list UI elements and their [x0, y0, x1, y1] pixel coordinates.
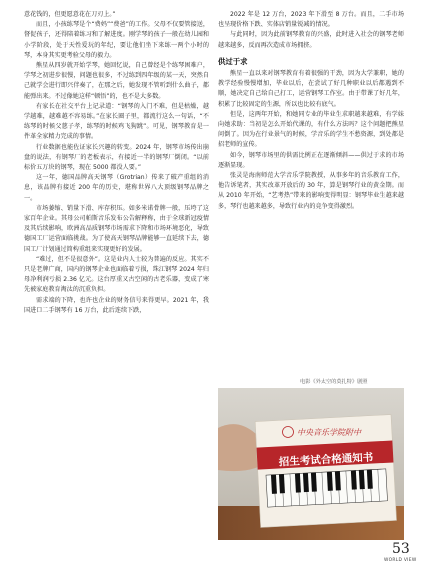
- photo-caption: 电影《外太空的莫扎特》剧照: [300, 379, 368, 385]
- magazine-name: WORLD VIEW: [384, 558, 417, 563]
- paragraph: 但是，这两年开始，和她同专业的毕业生求职越来越难，有学妹向她求助：当初是怎么开始代课的，有什么方法吗？这个问题把熊星问倒了。因为在行业景气的时候，学音乐的学生不愁资源，到处都是招老师的宣传。: [218, 110, 404, 149]
- paragraph: 熊星从四岁就开始学琴，她回忆说，自己曾经是个练琴困难户，学琴之初进步很慢，问题也很多，不过练到四年级的某一天，突然自己就学会进行即兴伴奏了，在那之后，她发现不管听到什么曲子，都能弹出来。不过像她这样“顿悟”的，也不是大多数。: [24, 62, 209, 100]
- paragraph: “难过，但不是很意外”。这是业内人士较为普遍的反应。其实不只是老牌广商，国内的钢琴企业也面临着亏损，珠江钢琴 2024 年归母净利润亏损 2.36 亿元。这台厚重又古空闲的古老乐器，变成了寒先被家庭教育淘汰的沉重负担。: [24, 255, 209, 294]
- school-name: 中央音乐学院附中: [297, 428, 361, 437]
- paragraph: 而且，小孩练琴是个“费妈”“费爸”的工作。父母不仅要管接送，督促孩子，还得陪着练习和了解进度。刚学琴的孩子一般在幼儿园和小学阶段，处于天性爱玩的年纪，要让他们坐下来练一两个小时的琴，本身其实更考验父母的毅力。: [24, 21, 209, 59]
- right-column: [218, 10, 404, 212]
- paragraph: 这一年，德国品牌高天钢琴（Grotrian）传来了破产重组的消息，该品牌有接近 200 年的历史，堪称世界八大顶级钢琴品牌之一。: [24, 174, 209, 202]
- paragraph: 2022 年是 12 万台，2023 年下滑至 8 万台。而且，二手市场也呈现价格下跌、实体店销量锐减的情况。: [218, 11, 404, 29]
- banner-title: 招生考试合格通知书: [278, 451, 374, 469]
- paragraph: 意花钱的，但更愿意花在刀刃上。”: [24, 11, 116, 18]
- movie-still-photo: [218, 388, 404, 540]
- paragraph: 需求端的下降，也许也企业的财务信号来得更早。2021 年，我国进口二手钢琴有 16 万台，此后连续下跌，: [24, 296, 209, 314]
- paragraph: 有家长在社交平台上记录道：“钢琴的入门不难，但是枯燥，越学越难，越难越不容易练。”在家长圈子里，都流行这么一句话，“不练琴的时候父慈子孝，练琴的时候鸡飞狗跳”。可见，钢琴教育是一件革全家精力完成的事情。: [24, 102, 209, 141]
- left-column: [24, 10, 209, 316]
- paragraph: 行业数据也能佐证家长兴趣的转变。2024 年，钢琴市场传出崩盘的说法，有钢琴厂的老板表示，有接近一半的钢琴厂倒闭。“以前标价五万块的钢琴，现在 5000 都没人要。”: [24, 143, 209, 172]
- paragraph: 市场萎缩、销量下滑、库存积压。如多米诺骨牌一般，压垮了这家百年企业。其母公司帕斯音乐发布公告解释称，由于全球新冠疫情及其后续影响，欧洲高品质钢琴市场需求下降和市场环境恶化，导致德国工厂运营面临挑战。为了使高天钢琴品牌能够一直延续下去，德国工厂计划通过简构重组来实现更好的发展。: [24, 204, 209, 253]
- page-number: 53: [392, 541, 410, 557]
- section-heading: 供过于求: [218, 56, 248, 66]
- paragraph: 如今，钢琴市场里的供需比例正在逐渐倾斜——供过于求的市场逐渐显现。: [218, 151, 404, 169]
- paragraph: 与此同时，因为此前钢琴教育的兴盛，此时进入社会的钢琴老师越来越多，反而再次造成市场拥挤。: [218, 31, 404, 49]
- paragraph: 熊星一直以来对钢琴教育有着很强的干劲，因为大学兼职，她的教学经验慢慢增加，毕业以后，在尝试了好几种职业以后都遇到不顺，她决定自己给自己打工，运营钢琴工作室。由于带课了好几年，积累了比较固定的生源，所以也比较有底气。: [218, 70, 404, 108]
- paragraph: 张灵是海南师范大学音乐学院教授，从事多年的音乐教育工作，他告诉笔者，其实改革开放后的 30 年，算是钢琴行业的黄金期。而从 2010 年开始，“艺考热”带来的影响变得明显：钢琴毕业生越来越多，琴行也越来越多，导致行业内的竞争变得激烈。: [218, 172, 404, 210]
